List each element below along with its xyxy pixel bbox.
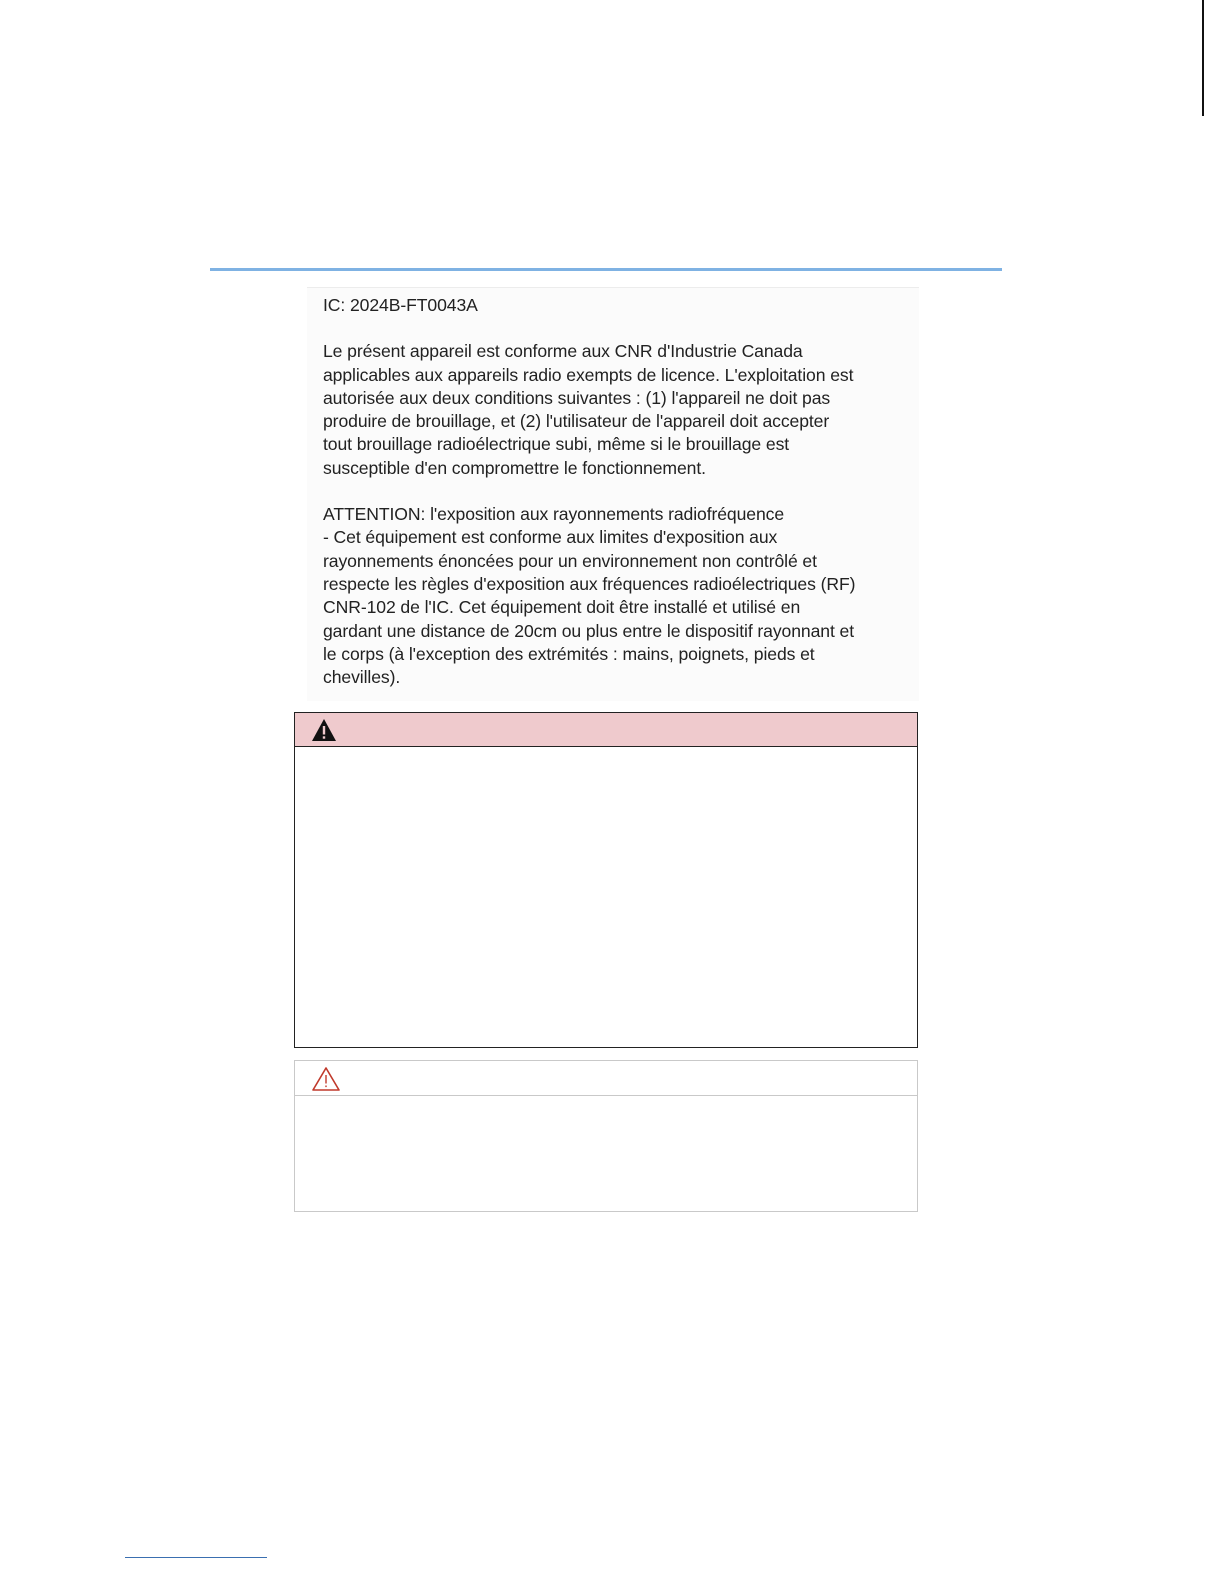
rf-exposure-line: chevilles). bbox=[323, 667, 401, 688]
ic-compliance-notice bbox=[307, 287, 919, 701]
rf-exposure-line: le corps (à l'exception des extrémités : mains, poignets, pieds et bbox=[323, 643, 815, 664]
rf-exposure-line: ATTENTION: l'exposition aux rayonnements radiofréquence bbox=[323, 504, 785, 525]
rf-exposure-line: - Cet équipement est conforme aux limites d'exposition aux bbox=[323, 527, 778, 548]
compliance-line: susceptible d'en compromettre le fonctionnement. bbox=[323, 457, 706, 478]
rf-exposure-line: gardant une distance de 20cm ou plus entre le dispositif rayonnant et bbox=[323, 620, 855, 641]
warning-box bbox=[294, 712, 918, 1048]
caution-box bbox=[294, 1060, 918, 1212]
warning-header bbox=[295, 713, 917, 747]
caution-header bbox=[295, 1061, 917, 1096]
compliance-line: applicables aux appareils radio exempts de licence. L'exploitation est bbox=[323, 364, 854, 385]
rf-exposure-line: respecte les règles d'exposition aux fréquences radioélectriques (RF) bbox=[323, 573, 856, 594]
compliance-paragraph bbox=[323, 340, 919, 480]
compliance-line: produire de brouillage, et (2) l'utilisateur de l'appareil doit accepter bbox=[323, 411, 830, 432]
compliance-line: Le présent appareil est conforme aux CNR d'Industrie Canada bbox=[323, 341, 803, 362]
compliance-line: tout brouillage radioélectrique subi, même si le brouillage est bbox=[323, 434, 790, 455]
page-edge-line bbox=[1202, 0, 1204, 116]
compliance-line: autorisée aux deux conditions suivantes : (1) l'appareil ne doit pas bbox=[323, 387, 831, 408]
rf-exposure-paragraph bbox=[323, 503, 919, 689]
header-rule bbox=[210, 268, 1002, 271]
ic-number: IC: 2024B-FT0043A bbox=[323, 295, 478, 315]
rf-exposure-line: rayonnements énoncées pour un environnement non contrôlé et bbox=[323, 550, 817, 571]
warning-outline-icon bbox=[311, 1066, 341, 1092]
rf-exposure-line: CNR-102 de l'IC. Cet équipement doit être installé et utilisé en bbox=[323, 597, 801, 618]
footer-rule bbox=[125, 1557, 267, 1558]
warning-filled-icon bbox=[311, 718, 337, 742]
